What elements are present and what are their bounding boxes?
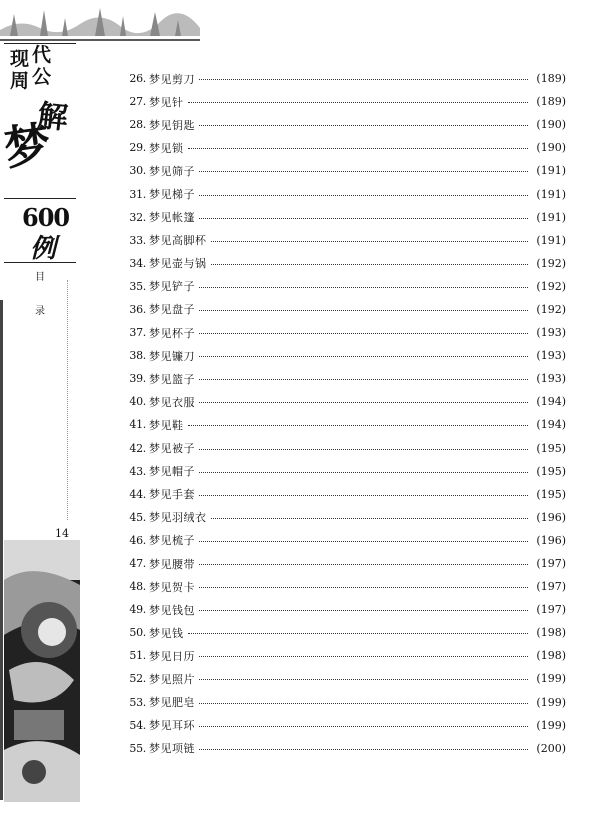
toc-entry-number: 41.: [129, 418, 146, 432]
toc-entry: [116, 229, 566, 252]
title-count: 600: [22, 203, 70, 232]
table-of-contents: [116, 67, 566, 760]
toc-entry-title: 梦见盘子: [149, 303, 195, 317]
sidebar-decorative-photo: [4, 540, 80, 802]
toc-entry: [116, 367, 566, 390]
toc-entry-page: (192): [536, 302, 566, 316]
toc-entry-title: 梦见羽绒衣: [149, 511, 207, 525]
toc-entry: [116, 321, 566, 344]
toc-dot-leader: [199, 564, 528, 565]
sidebar-lower-rule: [4, 262, 76, 263]
toc-entry-number: 37.: [129, 326, 146, 340]
toc-entry-page: (194): [536, 418, 566, 432]
toc-entry-number: 28.: [129, 118, 146, 132]
toc-entry-number: 39.: [129, 372, 146, 386]
toc-entry-page: (200): [536, 741, 566, 755]
toc-entry-page: (194): [536, 395, 566, 409]
toc-entry-title: 梦见帽子: [149, 465, 195, 479]
toc-dot-leader: [199, 703, 528, 704]
toc-entry-page: (198): [536, 649, 566, 663]
toc-entry-number: 50.: [129, 626, 146, 640]
toc-entry-title: 梦见手套: [149, 488, 195, 502]
toc-entry-title: 梦见杯子: [149, 326, 195, 340]
toc-entry: [116, 691, 566, 714]
toc-entry-page: (199): [536, 672, 566, 686]
toc-entry-number: 34.: [129, 256, 146, 270]
toc-entry-title: 梦见钥匙: [149, 118, 195, 132]
toc-entry: [116, 621, 566, 644]
page-spine-edge: [0, 300, 3, 800]
book-title-logo: [10, 44, 74, 95]
toc-dot-leader: [199, 402, 528, 403]
toc-entry-number: 45.: [129, 510, 146, 524]
toc-entry-number: 51.: [129, 649, 146, 663]
toc-entry: [116, 67, 566, 90]
toc-entry: [116, 113, 566, 136]
toc-dot-leader: [199, 726, 528, 727]
title-char-li: 例: [30, 234, 57, 264]
toc-entry-page: (190): [536, 118, 566, 132]
toc-entry-title: 梦见铲子: [149, 280, 195, 294]
brand-char-dai: 代: [32, 44, 52, 66]
toc-dot-leader: [199, 495, 528, 496]
toc-entry: [116, 90, 566, 113]
toc-entry: [116, 644, 566, 667]
toc-dot-leader: [199, 656, 528, 657]
toc-entry-title: 梦见贺卡: [149, 580, 195, 594]
section-label-lu: 录: [35, 306, 45, 317]
toc-entry-page: (197): [536, 580, 566, 594]
toc-entry-page: (195): [536, 464, 566, 478]
toc-entry-page: (196): [536, 510, 566, 524]
toc-entry-page: (191): [536, 164, 566, 178]
toc-entry-number: 48.: [129, 580, 146, 594]
toc-entry-number: 42.: [129, 441, 146, 455]
toc-entry: [116, 206, 566, 229]
toc-entry-title: 梦见锁: [149, 141, 184, 155]
sidebar-mid-rule: [4, 198, 76, 199]
toc-entry-page: (189): [536, 95, 566, 109]
brand-char-zhou: 周: [10, 70, 30, 92]
toc-dot-leader: [199, 472, 528, 473]
toc-entry: [116, 437, 566, 460]
toc-entry-title: 梦见高脚杯: [149, 234, 207, 248]
toc-entry-page: (197): [536, 557, 566, 571]
toc-entry-title: 梦见壶与锅: [149, 257, 207, 271]
toc-entry: [116, 714, 566, 737]
toc-dot-leader: [199, 125, 528, 126]
toc-entry-title: 梦见日历: [149, 649, 195, 663]
toc-dot-leader: [199, 610, 528, 611]
toc-dot-leader: [199, 541, 528, 542]
toc-entry-number: 31.: [129, 187, 146, 201]
toc-entry-page: (197): [536, 603, 566, 617]
toc-dot-leader: [188, 102, 529, 103]
toc-entry-title: 梦见肥皂: [149, 696, 195, 710]
toc-dot-leader: [199, 171, 528, 172]
toc-entry-page: (191): [536, 187, 566, 201]
toc-entry-number: 32.: [129, 210, 146, 224]
section-label-mu: 目: [35, 272, 45, 283]
toc-entry: [116, 413, 566, 436]
toc-entry-page: (193): [536, 349, 566, 363]
toc-entry-title: 梦见梯子: [149, 188, 195, 202]
toc-dot-leader: [211, 241, 529, 242]
toc-entry: [116, 182, 566, 205]
toc-entry-number: 43.: [129, 464, 146, 478]
toc-dot-leader: [188, 425, 529, 426]
toc-dot-leader: [199, 749, 528, 750]
toc-dot-leader: [199, 79, 528, 80]
toc-entry: [116, 737, 566, 760]
toc-entry-number: 33.: [129, 233, 146, 247]
toc-entry-page: (192): [536, 256, 566, 270]
toc-entry-title: 梦见篮子: [149, 372, 195, 386]
toc-entry-title: 梦见鞋: [149, 418, 184, 432]
toc-entry: [116, 344, 566, 367]
toc-entry-page: (192): [536, 279, 566, 293]
toc-entry-page: (190): [536, 141, 566, 155]
toc-entry-title: 梦见镰刀: [149, 349, 195, 363]
toc-entry-number: 35.: [129, 279, 146, 293]
toc-entry: [116, 483, 566, 506]
brand-char-gong: 公: [32, 66, 52, 88]
toc-dot-leader: [199, 287, 528, 288]
toc-dot-leader: [199, 195, 528, 196]
toc-entry: [116, 575, 566, 598]
toc-entry-page: (198): [536, 626, 566, 640]
toc-entry-title: 梦见照片: [149, 672, 195, 686]
toc-entry: [116, 159, 566, 182]
toc-entry-number: 30.: [129, 164, 146, 178]
toc-dot-leader: [188, 633, 529, 634]
toc-entry-title: 梦见衣服: [149, 395, 195, 409]
toc-entry: [116, 136, 566, 159]
toc-entry-page: (191): [536, 233, 566, 247]
toc-entry-title: 梦见帐篷: [149, 211, 195, 225]
toc-dot-leader: [199, 333, 528, 334]
toc-entry-title: 梦见梳子: [149, 534, 195, 548]
toc-entry-page: (189): [536, 72, 566, 86]
toc-entry-page: (195): [536, 441, 566, 455]
toc-dot-leader: [199, 587, 528, 588]
toc-entry-number: 52.: [129, 672, 146, 686]
sidebar-dotted-divider: [67, 280, 68, 520]
toc-dot-leader: [199, 449, 528, 450]
toc-dot-leader: [199, 218, 528, 219]
toc-entry: [116, 252, 566, 275]
toc-entry-title: 梦见腰带: [149, 557, 195, 571]
toc-entry: [116, 275, 566, 298]
toc-entry-title: 梦见钱包: [149, 603, 195, 617]
toc-entry-title: 梦见耳环: [149, 719, 195, 733]
toc-entry-number: 49.: [129, 603, 146, 617]
toc-entry: [116, 390, 566, 413]
toc-entry: [116, 298, 566, 321]
toc-entry: [116, 529, 566, 552]
toc-entry-title: 梦见项链: [149, 742, 195, 756]
toc-dot-leader: [199, 379, 528, 380]
title-char-jie: 解: [35, 98, 70, 137]
toc-entry-number: 27.: [129, 95, 146, 109]
page-number: 14: [55, 527, 69, 540]
toc-entry-title: 梦见筛子: [149, 164, 195, 178]
title-char-meng: 梦: [0, 116, 54, 176]
toc-entry-number: 46.: [129, 533, 146, 547]
toc-entry-page: (199): [536, 718, 566, 732]
toc-entry: [116, 460, 566, 483]
toc-entry-number: 40.: [129, 395, 146, 409]
toc-entry-title: 梦见被子: [149, 442, 195, 456]
toc-entry-number: 55.: [129, 741, 146, 755]
toc-entry: [116, 667, 566, 690]
toc-entry: [116, 506, 566, 529]
toc-entry-page: (193): [536, 372, 566, 386]
toc-dot-leader: [199, 356, 528, 357]
toc-entry-page: (199): [536, 695, 566, 709]
toc-entry-number: 38.: [129, 349, 146, 363]
toc-entry-title: 梦见钱: [149, 626, 184, 640]
toc-entry-page: (193): [536, 326, 566, 340]
toc-entry: [116, 552, 566, 575]
toc-entry-title: 梦见针: [149, 95, 184, 109]
toc-entry-number: 54.: [129, 718, 146, 732]
toc-dot-leader: [199, 310, 528, 311]
toc-entry-page: (191): [536, 210, 566, 224]
toc-entry-number: 26.: [129, 72, 146, 86]
toc-entry-page: (195): [536, 487, 566, 501]
toc-entry-title: 梦见剪刀: [149, 72, 195, 86]
brand-char-xian: 现: [10, 48, 30, 70]
toc-entry: [116, 598, 566, 621]
toc-entry-number: 44.: [129, 487, 146, 501]
toc-entry-number: 36.: [129, 302, 146, 316]
toc-entry-page: (196): [536, 533, 566, 547]
toc-dot-leader: [211, 264, 529, 265]
toc-dot-leader: [188, 148, 529, 149]
toc-dot-leader: [211, 518, 529, 519]
toc-entry-number: 47.: [129, 557, 146, 571]
toc-dot-leader: [199, 679, 528, 680]
toc-entry-number: 29.: [129, 141, 146, 155]
toc-entry-number: 53.: [129, 695, 146, 709]
